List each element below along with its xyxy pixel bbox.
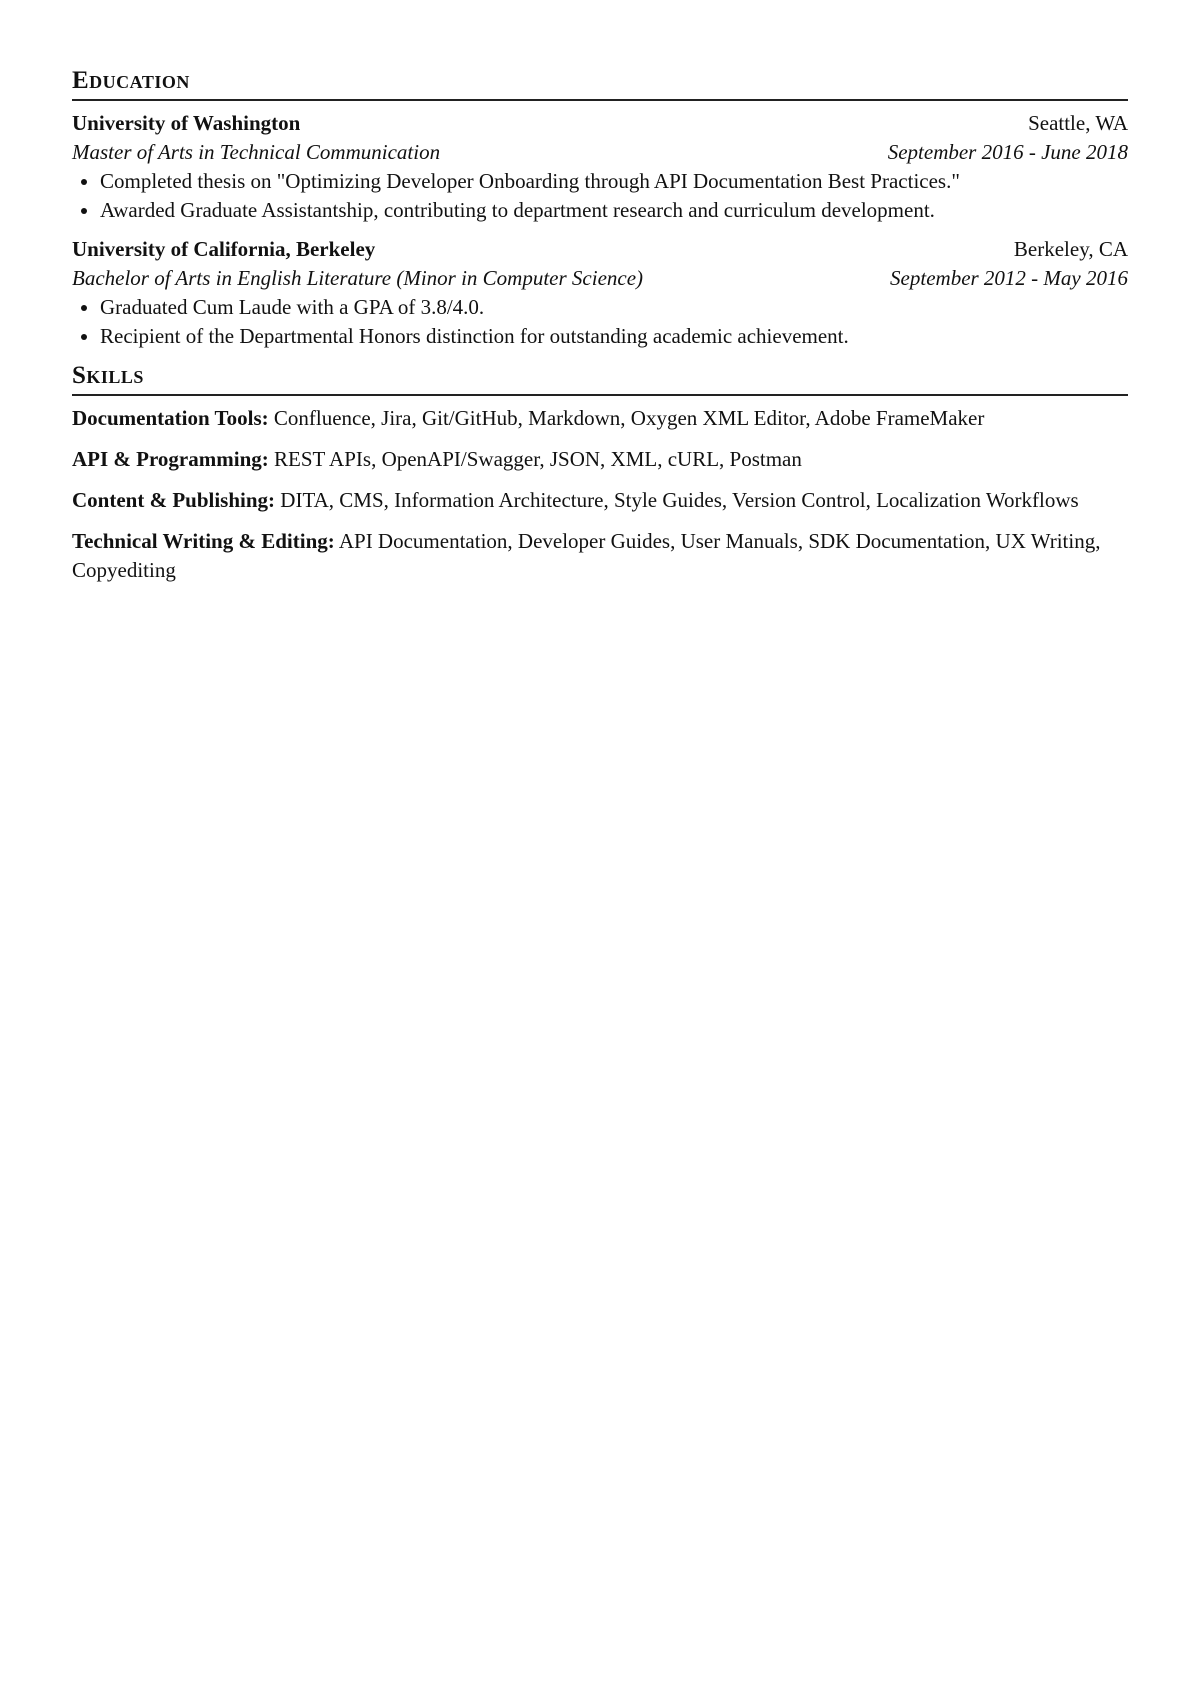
bullet-item: • Recipient of the Departmental Honors distinction for outstanding academic achievement. (100, 322, 1128, 351)
education-section (72, 66, 1128, 351)
education-entry (72, 235, 1128, 351)
skill-label: API & Programming: (72, 447, 269, 471)
dates: September 2016 - June 2018 (887, 140, 1128, 164)
section-divider (72, 99, 1128, 101)
bullet-list (72, 167, 1128, 225)
skill-value: REST APIs, OpenAPI/Swagger, JSON, XML, cURL, Postman (274, 447, 802, 471)
school-name: University of California, Berkeley (72, 237, 376, 261)
dates: September 2012 - May 2016 (890, 266, 1128, 290)
skill-label: Documentation Tools: (72, 406, 269, 430)
skill-value: DITA, CMS, Information Architecture, Style Guides, Version Control, Localization Workflows (280, 488, 1079, 512)
skill-label: Content & Publishing: (72, 488, 276, 512)
school-location: Seattle, WA (1028, 111, 1128, 135)
section-divider (72, 394, 1128, 396)
bullet-item: • Graduated Cum Laude with a GPA of 3.8/4.0. (100, 293, 1128, 322)
school-name: University of Washington (72, 111, 301, 135)
education-entry (72, 109, 1128, 225)
section-title-skills: Skills (72, 362, 144, 389)
skill-row (72, 445, 1128, 474)
bullet-item: • Awarded Graduate Assistantship, contributing to department research and curriculum development. (100, 196, 1128, 225)
skill-row (72, 486, 1128, 515)
skill-row (72, 404, 1128, 433)
school-location: Berkeley, CA (1013, 237, 1128, 261)
bullet-item: • Completed thesis on "Optimizing Developer Onboarding through API Documentation Best Practices." (100, 167, 1128, 196)
resume-page (72, 66, 1128, 597)
skill-value: API Documentation, Developer Guides, User Manuals, SDK Documentation, UX Writing, Copyediting (72, 529, 1101, 582)
degree: Bachelor of Arts in English Literature (Minor in Computer Science) (72, 266, 644, 290)
skill-label: Technical Writing & Editing: (72, 529, 335, 553)
section-title-education: Education (72, 67, 190, 94)
skill-row (72, 527, 1128, 585)
bullet-list (72, 293, 1128, 351)
degree: Master of Arts in Technical Communication (72, 140, 441, 164)
skills-section (72, 361, 1128, 585)
skill-value: Confluence, Jira, Git/GitHub, Markdown, Oxygen XML Editor, Adobe FrameMaker (273, 406, 985, 430)
